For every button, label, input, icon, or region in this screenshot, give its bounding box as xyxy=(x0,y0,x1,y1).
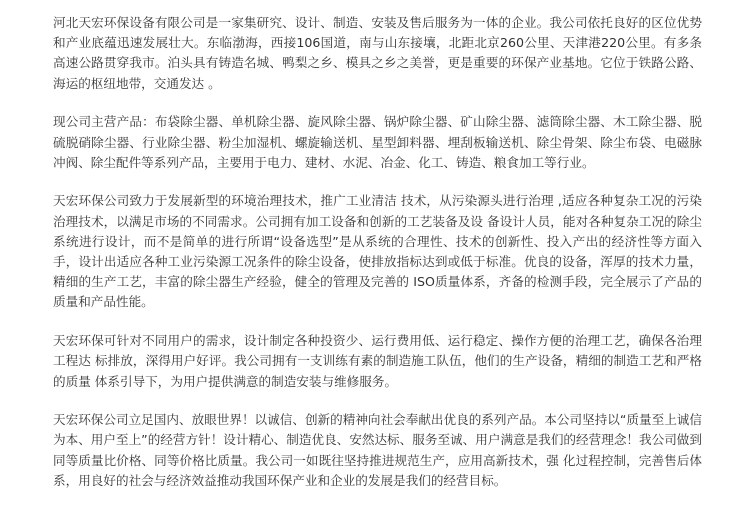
paragraph-philosophy: 天宏环保公司立足国内、放眼世界！以诚信、创新的精神向社会奉献出优良的系列产品。本公司坚持以“质量至上诚信为本、用户至上”的经营方针！设计精心、制造优良、安然达标、服务至诚、用户满意是我们的经营理念！我公司做到同等质量比价格、同等价格比质量。我公司一如既往坚持推进规范生产，应用高新技术，强 化过程控制，完善售后体系，用良好的社会与经济效益推动我国环保产业和企业的发展是我们的经营目标。 xyxy=(53,412,702,488)
paragraph-products: 现公司主营产品：布袋除尘器、单机除尘器、旋风除尘器、锅炉除尘器、矿山除尘器、滤筒除尘器、木工除尘器、脱硫脱硝除尘器、行业除尘器、粉尘加湿机、螺旋输送机、星型卸料器、埋刮板输送机、除尘骨架、除尘布袋、电磁脉冲阀、除尘配件等系列产品，主要用于电力、建材、水泥、冶金、化工、铸造、粮食加工等行业。 xyxy=(53,114,702,170)
paragraph-location: 河北天宏环保设备有限公司是一家集研究、设计、制造、安装及售后服务为一体的企业。我公司依托良好的区位优势和产业底蕴迅速发展壮大。东临渤海，西接106国道，南与山东接壤，北距北京260公里、天津港220公里。有多条高速公路贯穿我市。泊头具有铸造名城、鸭梨之乡、模具之乡之美誉，更是重要的环保产业基地。它位于铁路公路、海运的枢纽地带，交通发达 。 xyxy=(53,15,702,91)
paragraph-service: 天宏环保可针对不同用户的需求，设计制定各种投资少、运行费用低、运行稳定、操作方便的治理工艺，确保各治理工程达 标排放，深得用户好评。我公司拥有一支训练有素的制造施工队伍，他们的生产设备，精细的制造工艺和严格的质量 体系引导下，为用户提供满意的制造安装与维修服务。 xyxy=(53,333,702,389)
paragraph-technology: 天宏环保公司致力于发展新型的环境治理技术，推广工业清洁 技术，从污染源头进行治理 ,适应各种复杂工况的污染治理技术，以满足市场的不同需求。公司拥有加工设备和创新的工艺装备及设 备设计人员，能对各种复杂工况的除尘系统进行设计，而不是简单的进行所谓“设备选型”是从系统的合理性、技术的创新性、投入产出的经济性等方面入手，设计出适应各种工业污染源工况条件的除尘设备，使排放指标达到或低于标准。优良的设备，浑厚的技术力量，精细的生产工艺，丰富的除尘器生产经验，健全的管理及完善的 ISO质量体系，齐备的检测手段，完全展示了产品的质量和产品性能。 xyxy=(53,193,702,310)
